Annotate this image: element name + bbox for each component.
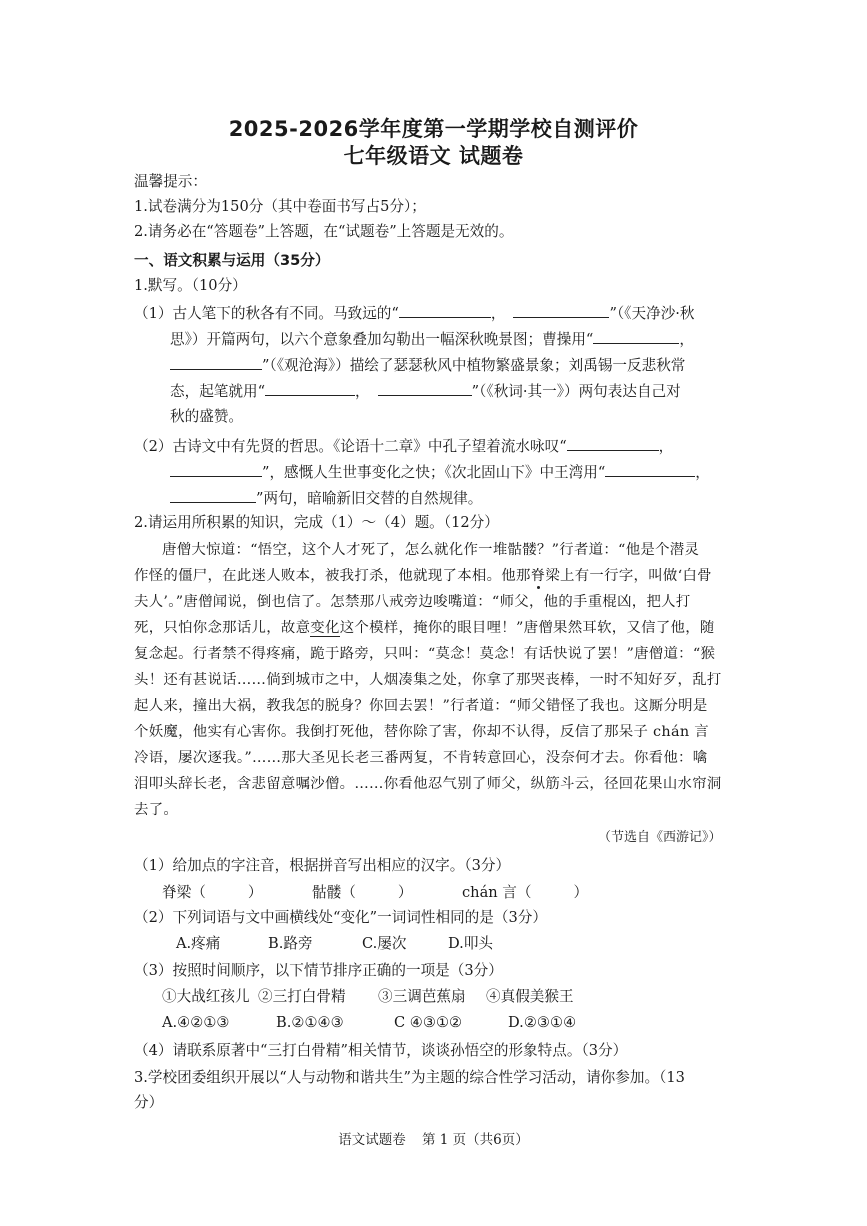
- question-3-line-1: 3.学校团委组织开展以“人与动物和谐共生”为主题的综合性学习活动，请你参加。（13: [134, 1069, 685, 1086]
- sub-question-2: （2）下列词语与文中画横线处“变化”一词词性相同的是（3分）: [134, 909, 547, 926]
- option-a[interactable]: A.疼痛: [176, 935, 221, 952]
- answer-blank[interactable]: [513, 303, 609, 318]
- page-number: 第 1 页（共6页）: [422, 1132, 529, 1148]
- question-1-2-line-1: （2）古诗文中有先贤的哲思。《论语十二章》中孔子望着流水咏叹“ ，: [134, 438, 674, 455]
- answer-blank[interactable]: [567, 436, 659, 451]
- answer-blank[interactable]: [170, 355, 262, 370]
- question-1-title: 1.默写。（10分）: [134, 277, 247, 294]
- sub-question-1: （1）给加点的字注音，根据拼音写出相应的汉字。（3分）: [134, 857, 511, 874]
- passage-line: 去了。: [134, 802, 179, 818]
- passage-line: 复念起。行者禁不得疼痛，跪于路旁，只叫：“莫念！莫念！有话快说了罢！”唐僧道：“猴: [134, 646, 716, 662]
- option-c[interactable]: C ④③①②: [394, 1014, 463, 1031]
- passage-line: 冷语，屡次逐我。”……那大圣见长老三番两复，不肯转意回心，没奈何才去。你看他：噙: [134, 750, 708, 766]
- notice-item-2: 2.请务必在“答题卷”上答题，在“试题卷”上答题是无效的。: [134, 223, 514, 240]
- question-1-1-line-5: 秋的盛赞。: [170, 408, 243, 425]
- answer-blank[interactable]: [593, 329, 679, 344]
- pinyin-item-1: 脊梁（ ）: [162, 884, 263, 901]
- passage-line: 唐僧大惊道：“悟空，这个人才死了，怎么就化作一堆骷髅？”行者道：“他是个潜灵: [162, 542, 700, 558]
- pinyin-item-3: chán 言（ ）: [462, 884, 589, 901]
- passage-line: 个妖魔，他实有心害你。我倒打死他，替你除了害，你却不认得，反信了那呆子 chán 言: [134, 724, 709, 740]
- passage-line: 夫人’。”唐僧闻说，倒也信了。怎禁那八戒旁边唆嘴道：“师父，他的手重棍凶，把人打: [134, 594, 691, 610]
- event-2: ②三打白骨精: [258, 988, 346, 1005]
- answer-blank[interactable]: [170, 488, 256, 503]
- question-1-1-line-1: （1）古人笔下的秋各有不同。马致远的“ ， ”（《天净沙·秋: [134, 305, 695, 322]
- answer-blank[interactable]: [378, 381, 472, 396]
- notice-item-1: 1.试卷满分为150分（其中卷面书写占5分）；: [134, 198, 426, 215]
- question-2-title: 2.请运用所积累的知识，完成（1）～（4）题。（12分）: [134, 514, 499, 531]
- passage-line: 作怪的僵尸，在此迷人败本，被我打杀，他就现了本相。他那脊梁上有一行字，叫做‘白骨: [134, 568, 712, 584]
- exam-title: 2025-2026学年度第一学期学校自测评价: [228, 117, 639, 141]
- question-1-1-line-4: 态，起笔就用“ ， ”（《秋词·其一》）两句表达自己对: [170, 383, 681, 400]
- question-1-1-line-2: 思》）开篇两句，以六个意象叠加勾勒出一幅深秋晚景图；曹操用“ ，: [170, 331, 694, 348]
- option-b[interactable]: B.路旁: [268, 935, 313, 952]
- answer-blank[interactable]: [170, 462, 262, 477]
- question-1-1-line-3: ”（《观沧海》）描绘了瑟瑟秋风中植物繁盛景象；刘禹锡一反悲秋常: [170, 355, 685, 376]
- exam-subtitle: 七年级语文 试题卷: [343, 144, 524, 168]
- event-1: ①大战红孩儿: [162, 988, 250, 1005]
- underlined-word: 变化: [310, 620, 340, 636]
- option-a[interactable]: A.④②①③: [162, 1014, 230, 1031]
- question-3-line-2: 分）: [134, 1094, 164, 1111]
- dotted-character: 脊: [530, 568, 546, 584]
- page-footer: [0, 1128, 867, 1148]
- passage-line: 头！还有甚说话……倘到城市之中，人烟凑集之处，你拿了那哭丧棒，一时不知好歹，乱打: [134, 672, 722, 688]
- answer-blank[interactable]: [605, 462, 695, 477]
- passage-source: （节选自《西游记》）: [598, 830, 722, 845]
- option-b[interactable]: B.②①④③: [276, 1014, 344, 1031]
- event-4: ④真假美猴王: [486, 988, 574, 1005]
- question-1-2-line-3: ”两句，暗喻新旧交替的自然规律。: [170, 488, 482, 509]
- option-d[interactable]: D.②③①④: [508, 1014, 577, 1031]
- sub-question-4: （4）请联系原著中“三打白骨精”相关情节，谈谈孙悟空的形象特点。（3分）: [134, 1042, 628, 1059]
- pinyin-item-2: 骷髅（ ）: [312, 884, 413, 901]
- passage-line: 泪叩头辞长老，含悲留意嘱沙僧。……你看他忍气别了师父，纵筋斗云，径回花果山水帘洞: [134, 776, 722, 792]
- notice-label: 温馨提示：: [134, 173, 207, 190]
- question-1-2-line-2: ”，感慨人生世事变化之快；《次北固山下》中王湾用“ ，: [170, 462, 710, 483]
- passage-line: 死，只怕你念那话儿，故意变化这个模样，掩你的眼目哩！”唐僧果然耳软，又信了他，随: [134, 620, 715, 636]
- option-c[interactable]: C.屡次: [362, 935, 407, 952]
- footer-label: 语文试题卷: [338, 1132, 406, 1148]
- section-1-title: 一、语文积累与运用（35分）: [134, 252, 330, 269]
- passage-line: 起人来，撞出大祸，教我怎的脱身？你回去罢！”行者道：“师父错怪了我也。这厮分明是: [134, 698, 708, 714]
- answer-blank[interactable]: [265, 381, 355, 396]
- event-3: ③三调芭蕉扇: [378, 988, 466, 1005]
- sub-question-3: （3）按照时间顺序，以下情节排序正确的一项是（3分）: [134, 962, 503, 979]
- answer-blank[interactable]: [399, 303, 491, 318]
- option-d[interactable]: D.叩头: [448, 935, 494, 952]
